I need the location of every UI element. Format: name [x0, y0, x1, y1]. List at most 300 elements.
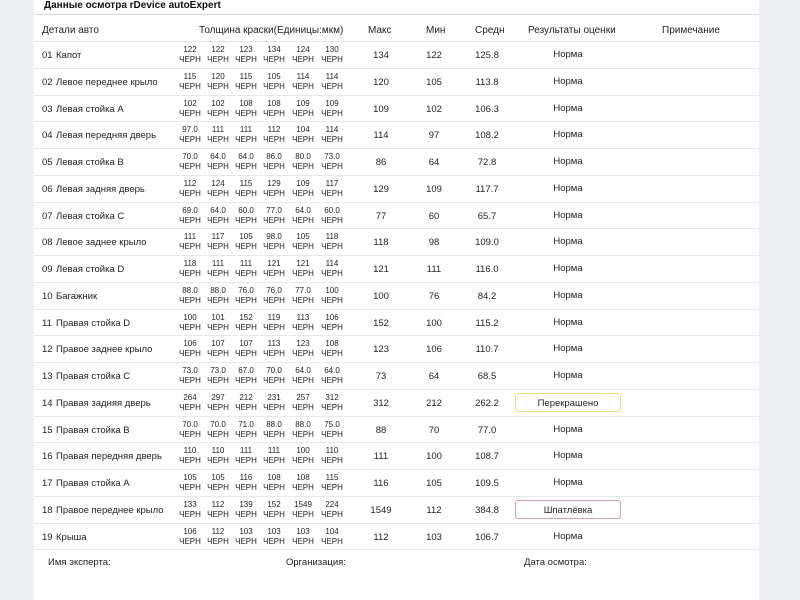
- thickness-value: 123: [296, 339, 310, 349]
- thickness-cell: [290, 259, 316, 279]
- thickness-cell: [233, 500, 259, 520]
- thickness-value: 100: [183, 312, 197, 322]
- thickness-cell: [205, 393, 231, 413]
- thickness-cell: [261, 152, 287, 172]
- thickness-unit: ЧЕРН: [263, 162, 285, 171]
- part-name: Правая задняя дверь: [56, 397, 151, 409]
- thickness-value: 108: [296, 473, 310, 482]
- min-value: 98: [428, 237, 440, 249]
- thickness-cell: [319, 286, 345, 306]
- thickness-value: 114: [325, 71, 339, 81]
- thickness-unit: ЧЕРН: [179, 536, 201, 546]
- thickness-value: 115: [239, 71, 253, 81]
- thickness-value: 73.0: [210, 366, 226, 375]
- table-row: [34, 310, 759, 337]
- part-name: Левая задняя дверь: [56, 183, 145, 195]
- thickness-value: 264: [183, 392, 197, 402]
- table-row: [34, 336, 759, 363]
- thickness-value: 88.0: [182, 285, 198, 295]
- avg-value: 108.7: [475, 451, 499, 463]
- table-row: [34, 497, 759, 524]
- thickness-cell: [290, 125, 316, 145]
- thickness-unit: ЧЕРН: [235, 135, 257, 145]
- thickness-unit: ЧЕРН: [263, 242, 285, 252]
- thickness-unit: ЧЕРН: [207, 536, 229, 546]
- thickness-unit: ЧЕРН: [263, 349, 285, 359]
- thickness-cell: [177, 45, 203, 65]
- thickness-cell: [319, 313, 345, 333]
- thickness-cell: [319, 366, 345, 386]
- table-row: [34, 203, 759, 230]
- thickness-value: 112: [211, 526, 225, 536]
- thickness-unit: ЧЕРН: [179, 188, 201, 198]
- thickness-cell: [319, 179, 345, 199]
- header-thickness: Толщина краски(Единицы:мкм): [199, 25, 344, 36]
- thickness-unit: ЧЕРН: [321, 135, 343, 145]
- thickness-unit: ЧЕРН: [235, 536, 257, 546]
- thickness-value: 105: [267, 71, 281, 81]
- avg-value: 84.2: [477, 290, 497, 302]
- avg-value: 72.8: [477, 157, 497, 168]
- min-value: 105: [426, 76, 442, 88]
- row-number: 01: [42, 50, 53, 61]
- part-name: Правая стойка B: [56, 424, 130, 436]
- thickness-unit: ЧЕРН: [179, 108, 201, 118]
- part-name: Правое заднее крыло: [56, 344, 153, 356]
- thickness-unit: ЧЕРН: [292, 188, 314, 198]
- thickness-cell: [233, 420, 259, 440]
- result-badge: Норма: [553, 450, 583, 462]
- thickness-unit: ЧЕРН: [179, 215, 201, 225]
- part-name: Правая передняя дверь: [56, 451, 162, 463]
- thickness-cell: [177, 232, 203, 252]
- avg-value: 108.2: [475, 130, 499, 142]
- max-value: 123: [373, 344, 389, 356]
- thickness-value: 312: [325, 392, 339, 402]
- thickness-unit: ЧЕРН: [207, 108, 229, 118]
- report-title: Данные осмотра rDevice autoExpert: [44, 0, 221, 11]
- thickness-cell: [261, 393, 287, 413]
- thickness-cell: [205, 206, 231, 226]
- max-value: 1549: [370, 504, 392, 516]
- thickness-unit: ЧЕРН: [207, 429, 229, 439]
- thickness-unit: ЧЕРН: [207, 55, 229, 64]
- avg-value: 77.0: [477, 424, 497, 436]
- thickness-unit: ЧЕРН: [207, 188, 229, 198]
- thickness-unit: ЧЕРН: [292, 215, 314, 225]
- thickness-unit: ЧЕРН: [235, 81, 257, 91]
- thickness-cell: [261, 500, 287, 520]
- thickness-value: 107: [239, 339, 253, 349]
- thickness-unit: ЧЕРН: [235, 162, 257, 171]
- thickness-cell: [177, 420, 203, 440]
- thickness-cell: [177, 393, 203, 413]
- thickness-value: 117: [325, 178, 339, 188]
- thickness-cell: [261, 259, 287, 279]
- thickness-value: 152: [239, 312, 253, 322]
- thickness-cell: [290, 366, 316, 386]
- header-max: Макс: [368, 25, 392, 36]
- thickness-cell: [319, 527, 345, 547]
- thickness-value: 86.0: [266, 152, 282, 161]
- result-badge: Норма: [553, 129, 583, 141]
- thickness-cell: [177, 72, 203, 92]
- thickness-value: 64.0: [210, 152, 226, 161]
- row-number: 14: [42, 397, 53, 409]
- thickness-value: 88.0: [266, 419, 282, 429]
- thickness-unit: ЧЕРН: [321, 349, 343, 359]
- thickness-unit: ЧЕРН: [207, 215, 229, 225]
- result-badge: Перекрашено: [515, 393, 621, 412]
- min-value: 103: [426, 531, 442, 543]
- thickness-unit: ЧЕРН: [235, 429, 257, 439]
- table-row: [34, 229, 759, 256]
- thickness-value: 115: [325, 473, 339, 482]
- thickness-cell: [205, 473, 231, 493]
- thickness-value: 111: [239, 446, 253, 456]
- max-value: 77: [375, 210, 387, 222]
- result-badge: Норма: [553, 477, 583, 488]
- thickness-unit: ЧЕРН: [321, 162, 343, 171]
- thickness-cell: [261, 286, 287, 306]
- thickness-cell: [233, 527, 259, 547]
- thickness-value: 121: [296, 259, 310, 268]
- thickness-cell: [319, 45, 345, 65]
- thickness-value: 75.0: [324, 419, 340, 429]
- thickness-value: 109: [296, 178, 310, 188]
- thickness-cell: [233, 45, 259, 65]
- thickness-cell: [177, 206, 203, 226]
- thickness-value: 121: [267, 259, 281, 268]
- result-badge: Норма: [553, 289, 583, 301]
- thickness-cell: [177, 339, 203, 359]
- thickness-cell: [205, 366, 231, 386]
- table-row: [34, 176, 759, 203]
- thickness-cell: [177, 500, 203, 520]
- thickness-unit: ЧЕРН: [235, 215, 257, 225]
- thickness-cell: [290, 527, 316, 547]
- thickness-unit: ЧЕРН: [321, 402, 343, 412]
- thickness-cell: [233, 259, 259, 279]
- thickness-unit: ЧЕРН: [321, 295, 343, 305]
- thickness-unit: ЧЕРН: [179, 429, 201, 439]
- thickness-cell: [177, 366, 203, 386]
- thickness-unit: ЧЕРН: [179, 242, 201, 252]
- thickness-cell: [319, 99, 345, 119]
- thickness-value: 116: [239, 473, 253, 482]
- thickness-unit: ЧЕРН: [321, 215, 343, 225]
- min-value: 106: [426, 344, 442, 356]
- min-value: 105: [426, 478, 442, 489]
- thickness-value: 257: [296, 392, 310, 402]
- part-name: Левое переднее крыло: [56, 76, 158, 88]
- thickness-cell: [233, 286, 259, 306]
- thickness-cell: [205, 45, 231, 65]
- result-badge: Норма: [553, 370, 583, 381]
- thickness-cell: [261, 72, 287, 92]
- thickness-cell: [319, 232, 345, 252]
- thickness-value: 105: [239, 232, 253, 242]
- thickness-cell: [177, 527, 203, 547]
- min-value: 97: [428, 130, 440, 142]
- thickness-cell: [261, 420, 287, 440]
- max-value: 129: [373, 183, 389, 195]
- footer-organization-label: Организация:: [286, 557, 346, 568]
- row-number: 17: [42, 478, 53, 489]
- avg-value: 125.8: [475, 50, 499, 61]
- min-value: 100: [426, 451, 442, 463]
- thickness-unit: ЧЕРН: [207, 242, 229, 252]
- thickness-cell: [290, 206, 316, 226]
- thickness-unit: ЧЕРН: [263, 483, 285, 492]
- thickness-unit: ЧЕРН: [179, 135, 201, 145]
- thickness-cell: [205, 179, 231, 199]
- thickness-unit: ЧЕРН: [207, 295, 229, 305]
- thickness-unit: ЧЕРН: [207, 269, 229, 278]
- thickness-value: 77.0: [295, 285, 311, 295]
- thickness-unit: ЧЕРН: [179, 376, 201, 385]
- min-value: 60: [428, 210, 440, 222]
- thickness-value: 73.0: [182, 366, 198, 375]
- thickness-cell: [319, 473, 345, 493]
- thickness-value: 109: [325, 98, 339, 108]
- result-badge: Шпатлёвка: [515, 500, 621, 519]
- avg-value: 106.7: [475, 531, 499, 543]
- thickness-unit: ЧЕРН: [292, 376, 314, 385]
- thickness-cell: [205, 152, 231, 172]
- avg-value: 109.0: [475, 237, 499, 249]
- min-value: 111: [426, 264, 442, 275]
- thickness-cell: [177, 259, 203, 279]
- thickness-cell: [261, 473, 287, 493]
- part-name: Правая стойка C: [56, 371, 131, 382]
- thickness-unit: ЧЕРН: [235, 108, 257, 118]
- thickness-value: 101: [211, 312, 225, 322]
- part-name: Левая стойка C: [56, 210, 125, 222]
- footer-date-label: Дата осмотра:: [524, 557, 587, 568]
- thickness-value: 88.0: [295, 419, 311, 429]
- thickness-value: 110: [211, 446, 225, 456]
- thickness-unit: ЧЕРН: [263, 402, 285, 412]
- thickness-value: 110: [183, 446, 197, 456]
- thickness-value: 80.0: [295, 152, 311, 161]
- thickness-unit: ЧЕРН: [292, 81, 314, 91]
- thickness-cell: [319, 152, 345, 172]
- result-badge: Норма: [553, 343, 583, 355]
- table-row: [34, 122, 759, 149]
- thickness-cell: [261, 206, 287, 226]
- thickness-unit: ЧЕРН: [179, 162, 201, 171]
- row-number: 07: [42, 210, 53, 222]
- thickness-cell: [290, 232, 316, 252]
- thickness-value: 64.0: [295, 205, 311, 215]
- thickness-cell: [319, 72, 345, 92]
- part-name: Правая стойка D: [56, 317, 131, 329]
- thickness-cell: [233, 152, 259, 172]
- thickness-value: 102: [211, 98, 225, 108]
- thickness-value: 60.0: [324, 205, 340, 215]
- thickness-value: 124: [296, 45, 310, 54]
- thickness-cell: [233, 125, 259, 145]
- thickness-cell: [261, 99, 287, 119]
- thickness-value: 113: [267, 339, 281, 349]
- thickness-cell: [233, 313, 259, 333]
- thickness-value: 112: [267, 125, 281, 135]
- thickness-value: 70.0: [182, 419, 198, 429]
- thickness-cell: [261, 179, 287, 199]
- thickness-cell: [205, 125, 231, 145]
- max-value: 152: [373, 317, 389, 329]
- part-name: Капот: [56, 50, 82, 61]
- avg-value: 65.7: [477, 210, 497, 222]
- thickness-unit: ЧЕРН: [321, 456, 343, 466]
- thickness-unit: ЧЕРН: [263, 429, 285, 439]
- thickness-value: 64.0: [238, 152, 254, 161]
- thickness-value: 100: [296, 446, 310, 456]
- thickness-cell: [319, 500, 345, 520]
- part-name: Левая стойка A: [56, 103, 124, 115]
- result-badge: Норма: [553, 102, 583, 114]
- thickness-value: 134: [267, 45, 281, 54]
- thickness-value: 118: [325, 232, 339, 242]
- thickness-unit: ЧЕРН: [179, 55, 201, 64]
- result-badge: Норма: [553, 236, 583, 248]
- thickness-unit: ЧЕРН: [321, 322, 343, 332]
- table-row: [34, 96, 759, 123]
- thickness-unit: ЧЕРН: [235, 402, 257, 412]
- thickness-cell: [177, 473, 203, 493]
- thickness-unit: ЧЕРН: [321, 269, 343, 278]
- thickness-unit: ЧЕРН: [179, 456, 201, 466]
- thickness-cell: [290, 339, 316, 359]
- thickness-unit: ЧЕРН: [263, 188, 285, 198]
- thickness-unit: ЧЕРН: [179, 402, 201, 412]
- header-part: Детали авто: [42, 25, 99, 36]
- thickness-cell: [233, 366, 259, 386]
- thickness-value: 106: [325, 312, 339, 322]
- thickness-value: 114: [325, 125, 339, 135]
- result-badge: Норма: [553, 316, 583, 328]
- avg-value: 68.5: [477, 371, 497, 382]
- avg-value: 113.8: [475, 76, 499, 88]
- thickness-unit: ЧЕРН: [235, 322, 257, 332]
- thickness-cell: [233, 393, 259, 413]
- thickness-unit: ЧЕРН: [207, 322, 229, 332]
- table-row: [34, 42, 759, 69]
- thickness-cell: [233, 339, 259, 359]
- result-badge: Норма: [553, 75, 583, 87]
- thickness-unit: ЧЕРН: [292, 242, 314, 252]
- thickness-value: 122: [183, 45, 197, 54]
- thickness-unit: ЧЕРН: [292, 108, 314, 118]
- thickness-value: 212: [239, 392, 253, 402]
- thickness-value: 122: [211, 45, 225, 54]
- max-value: 86: [375, 157, 387, 168]
- max-value: 109: [373, 103, 389, 115]
- part-name: Левое заднее крыло: [56, 237, 147, 249]
- row-number: 08: [42, 237, 53, 249]
- thickness-value: 108: [267, 473, 281, 482]
- thickness-unit: ЧЕРН: [179, 295, 201, 305]
- thickness-unit: ЧЕРН: [292, 483, 314, 492]
- thickness-value: 70.0: [182, 152, 198, 161]
- thickness-cell: [177, 152, 203, 172]
- thickness-value: 64.0: [324, 366, 340, 375]
- thickness-value: 111: [239, 125, 253, 135]
- thickness-value: 114: [296, 71, 310, 81]
- thickness-unit: ЧЕРН: [235, 269, 257, 278]
- thickness-value: 231: [267, 392, 281, 402]
- avg-value: 117.7: [475, 183, 499, 195]
- thickness-unit: ЧЕРН: [292, 456, 314, 466]
- thickness-cell: [177, 446, 203, 466]
- thickness-cell: [319, 420, 345, 440]
- thickness-value: 103: [239, 526, 253, 536]
- thickness-cell: [261, 45, 287, 65]
- thickness-unit: ЧЕРН: [292, 509, 314, 519]
- thickness-cell: [205, 500, 231, 520]
- thickness-cell: [290, 179, 316, 199]
- min-value: 112: [426, 504, 442, 516]
- thickness-cell: [177, 99, 203, 119]
- thickness-value: 73.0: [324, 152, 340, 161]
- thickness-value: 113: [296, 312, 310, 322]
- max-value: 100: [373, 290, 389, 302]
- thickness-unit: ЧЕРН: [263, 81, 285, 91]
- thickness-unit: ЧЕРН: [292, 135, 314, 145]
- thickness-unit: ЧЕРН: [321, 108, 343, 118]
- thickness-unit: ЧЕРН: [235, 188, 257, 198]
- max-value: 116: [373, 478, 389, 489]
- row-number: 03: [42, 103, 53, 115]
- thickness-value: 111: [211, 125, 225, 135]
- thickness-unit: ЧЕРН: [263, 536, 285, 546]
- thickness-cell: [319, 393, 345, 413]
- thickness-cell: [290, 500, 316, 520]
- min-value: 64: [428, 371, 440, 382]
- thickness-cell: [290, 72, 316, 92]
- thickness-unit: ЧЕРН: [292, 269, 314, 278]
- part-name: Левая стойка D: [56, 264, 125, 275]
- max-value: 88: [375, 424, 387, 436]
- thickness-value: 139: [239, 499, 253, 509]
- thickness-unit: ЧЕРН: [179, 81, 201, 91]
- thickness-value: 224: [325, 499, 339, 509]
- thickness-unit: ЧЕРН: [207, 483, 229, 492]
- result-badge: Норма: [553, 263, 583, 274]
- thickness-value: 112: [183, 178, 197, 188]
- thickness-value: 70.0: [210, 419, 226, 429]
- thickness-cell: [233, 446, 259, 466]
- thickness-unit: ЧЕРН: [292, 536, 314, 546]
- thickness-cell: [319, 339, 345, 359]
- inspection-report: [34, 0, 759, 600]
- thickness-value: 77.0: [266, 205, 282, 215]
- thickness-unit: ЧЕРН: [207, 349, 229, 359]
- part-name: Правое переднее крыло: [56, 504, 164, 516]
- thickness-value: 105: [296, 232, 310, 242]
- thickness-value: 152: [267, 499, 281, 509]
- thickness-value: 118: [183, 259, 197, 268]
- min-value: 100: [426, 317, 442, 329]
- thickness-unit: ЧЕРН: [235, 55, 257, 64]
- thickness-unit: ЧЕРН: [292, 295, 314, 305]
- row-number: 05: [42, 157, 53, 168]
- thickness-value: 97.0: [182, 125, 198, 135]
- max-value: 120: [373, 76, 389, 88]
- min-value: 64: [428, 157, 440, 168]
- thickness-value: 114: [325, 259, 339, 268]
